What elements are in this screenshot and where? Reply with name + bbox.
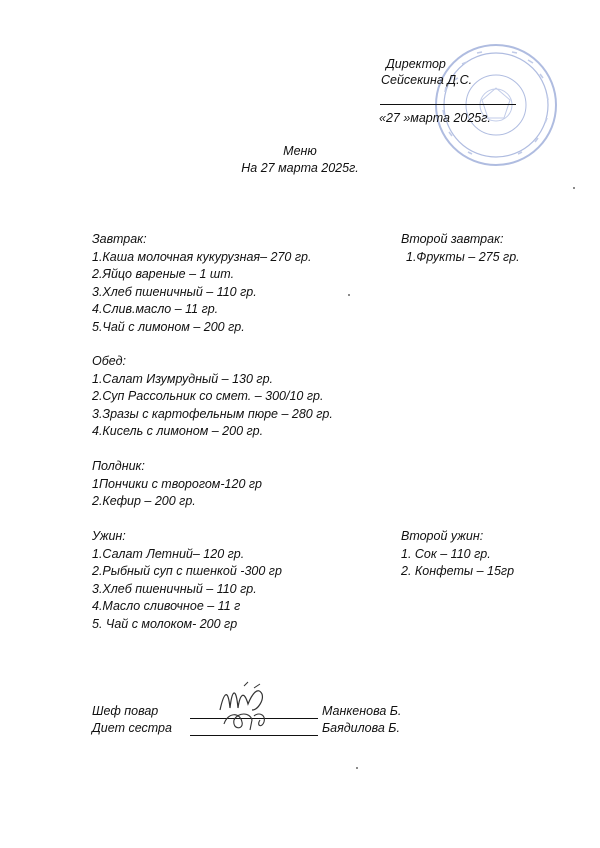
list-item: 2.Рыбный суп с пшенкой -300 гр — [92, 564, 282, 579]
list-item: 1.Фрукты – 275 гр. — [406, 249, 520, 264]
chef-name: Манкенова Б. — [322, 704, 402, 718]
menu-date: На 27 марта 2025г. — [241, 161, 359, 175]
list-item: 3.Хлеб пшеничный – 110 гр. — [92, 581, 257, 596]
list-item: 4.Слив.масло – 11 гр. — [92, 302, 219, 317]
list-item: 2. Конфеты – 15гр — [401, 564, 515, 579]
scan-speck — [356, 767, 358, 769]
list-item: 3.Зразы с картофельным пюре – 280 гр. — [92, 406, 333, 421]
second-dinner-section — [401, 528, 514, 581]
list-item: 1.Каша молочная кукурузная– 270 гр. — [92, 249, 312, 264]
lunch-heading: Обед: — [92, 354, 126, 368]
nurse-signature-line — [190, 735, 318, 736]
list-item: 1.Салат Летний– 120 гр. — [92, 546, 245, 561]
list-item: 1.Салат Изумрудный – 130 гр. — [92, 371, 273, 386]
snack-section — [92, 458, 262, 511]
second-dinner-heading: Второй ужин: — [401, 529, 484, 543]
menu-title: Меню — [283, 144, 317, 158]
chef-label: Шеф повар — [92, 704, 159, 718]
breakfast-heading: Завтрак: — [92, 232, 147, 246]
nurse-name: Баядилова Б. — [322, 721, 400, 735]
nurse-label: Диет сестра — [92, 721, 172, 735]
scan-speck — [348, 294, 350, 296]
list-item: 3.Хлеб пшеничный – 110 гр. — [92, 284, 257, 299]
list-item: 1. Сок – 110 гр. — [401, 546, 491, 561]
approval-date: «27 »марта 2025г. — [379, 111, 491, 125]
second-breakfast-section — [401, 231, 520, 266]
second-breakfast-heading: Второй завтрак: — [401, 232, 504, 246]
director-role: Директор — [386, 57, 446, 71]
lunch-section — [92, 353, 333, 441]
list-item: 1Пончики с творогом-120 гр — [92, 476, 262, 491]
list-item: 4.Кисель с лимоном – 200 гр. — [92, 424, 264, 439]
director-name: Сейсекина Д.С. — [381, 73, 473, 87]
nurse-handwritten-signature — [220, 708, 276, 734]
list-item: 2.Яйцо вареные – 1 шт. — [92, 267, 235, 282]
list-item: 2.Кефир – 200 гр. — [92, 494, 196, 509]
list-item: 5.Чай с лимоном – 200 гр. — [92, 319, 245, 334]
snack-heading: Полдник: — [92, 459, 145, 473]
list-item: 4.Масло сливочное – 11 г — [92, 599, 241, 614]
director-signature-line — [380, 104, 516, 105]
breakfast-section — [92, 231, 311, 337]
dinner-heading: Ужин: — [92, 529, 126, 543]
dinner-section — [92, 528, 282, 634]
list-item: 5. Чай с молоком- 200 гр — [92, 616, 238, 631]
list-item: 2.Суп Рассольник со смет. – 300/10 гр. — [92, 389, 324, 404]
scan-speck — [573, 187, 575, 189]
